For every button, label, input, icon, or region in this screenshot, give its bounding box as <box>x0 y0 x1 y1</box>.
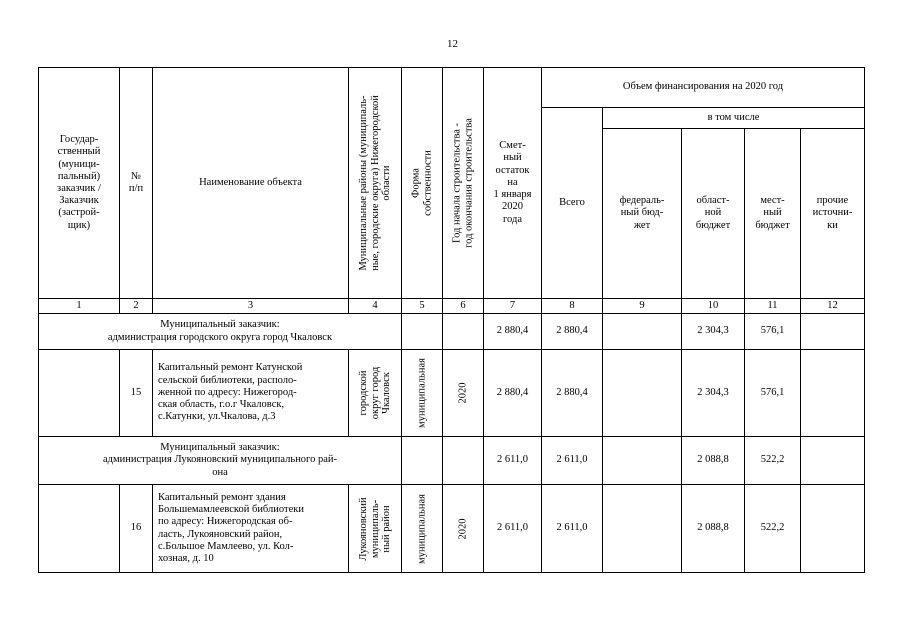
col-number: 12 <box>801 299 865 314</box>
item-ownership: муниципальная <box>402 350 443 437</box>
header-districts: Муниципальные районы (муниципаль- ные, городские округа) Нижегородской области <box>349 68 402 299</box>
table-row <box>39 485 865 573</box>
group-row <box>39 314 865 350</box>
group-federal <box>603 437 682 485</box>
item-customer <box>39 350 120 437</box>
item-district: городской округ город Чкаловск <box>349 350 402 437</box>
group-label: Муниципальный заказчик: администрация городского округа город Чкаловск <box>39 314 402 350</box>
header-financing: Объем финансирования на 2020 год <box>542 68 865 108</box>
item-federal <box>603 485 682 573</box>
header-including: в том числе <box>603 108 865 129</box>
group-row <box>39 437 865 485</box>
group-year <box>443 437 484 485</box>
group-regional: 2 304,3 <box>682 314 745 350</box>
header-regional: област- ной бюджет <box>682 129 745 299</box>
col-number: 6 <box>443 299 484 314</box>
item-district: Лукояновский муниципаль- ный район <box>349 485 402 573</box>
group-label: Муниципальный заказчик: администрация Лукояновский муниципального рай- она <box>39 437 402 485</box>
col-number: 2 <box>120 299 153 314</box>
item-estimate: 2 880,4 <box>484 350 542 437</box>
item-local: 522,2 <box>745 485 801 573</box>
item-ownership: муниципальная <box>402 485 443 573</box>
item-name: Капитальный ремонт Катунской сельской библиотеки, располо- женной по адресу: Нижегород- ская область, г.о.г Чкаловск, с.Катунки, ул.Чкалова, д.3 <box>153 350 349 437</box>
group-year <box>443 314 484 350</box>
header-num: № п/п <box>120 68 153 299</box>
header-customer: Государ- ственный (муници- пальный) заказчик / Заказчик (застрой- щик) <box>39 68 120 299</box>
col-number: 8 <box>542 299 603 314</box>
page-number: 12 <box>447 38 458 50</box>
table-row <box>39 350 865 437</box>
item-other <box>801 485 865 573</box>
header-estimate: Смет- ный остаток на 1 января 2020 года <box>484 68 542 299</box>
group-local: 522,2 <box>745 437 801 485</box>
group-local: 576,1 <box>745 314 801 350</box>
group-ownership <box>402 437 443 485</box>
group-estimate: 2 880,4 <box>484 314 542 350</box>
header-local: мест- ный бюджет <box>745 129 801 299</box>
group-total: 2 880,4 <box>542 314 603 350</box>
item-regional: 2 304,3 <box>682 350 745 437</box>
financing-table <box>38 67 865 573</box>
header-object-name: Наименование объекта <box>153 68 349 299</box>
item-year: 2020 <box>443 350 484 437</box>
item-total: 2 880,4 <box>542 350 603 437</box>
group-other <box>801 437 865 485</box>
group-total: 2 611,0 <box>542 437 603 485</box>
group-estimate: 2 611,0 <box>484 437 542 485</box>
col-number: 4 <box>349 299 402 314</box>
col-number: 7 <box>484 299 542 314</box>
item-regional: 2 088,8 <box>682 485 745 573</box>
group-regional: 2 088,8 <box>682 437 745 485</box>
col-number: 11 <box>745 299 801 314</box>
item-total: 2 611,0 <box>542 485 603 573</box>
col-number: 10 <box>682 299 745 314</box>
group-federal <box>603 314 682 350</box>
item-local: 576,1 <box>745 350 801 437</box>
item-name: Капитальный ремонт здания Большемамлеевской библиотеки по адресу: Нижегородская об- ласть, Лукояновский район, с.Большое Мамлеево, ул. Кол- хозная, д. 10 <box>153 485 349 573</box>
col-number: 3 <box>153 299 349 314</box>
item-federal <box>603 350 682 437</box>
header-federal: федераль- ный бюд- жет <box>603 129 682 299</box>
header-other: прочие источни- ки <box>801 129 865 299</box>
item-customer <box>39 485 120 573</box>
item-year: 2020 <box>443 485 484 573</box>
col-number: 1 <box>39 299 120 314</box>
group-ownership <box>402 314 443 350</box>
col-number: 9 <box>603 299 682 314</box>
item-other <box>801 350 865 437</box>
item-num: 16 <box>120 485 153 573</box>
header-years: Год начала строительства - год окончания строительства <box>443 68 484 299</box>
group-other <box>801 314 865 350</box>
column-number-row <box>39 299 865 314</box>
header-ownership: Форма собственности <box>402 68 443 299</box>
col-number: 5 <box>402 299 443 314</box>
item-estimate: 2 611,0 <box>484 485 542 573</box>
header-total: Всего <box>542 108 603 299</box>
item-num: 15 <box>120 350 153 437</box>
